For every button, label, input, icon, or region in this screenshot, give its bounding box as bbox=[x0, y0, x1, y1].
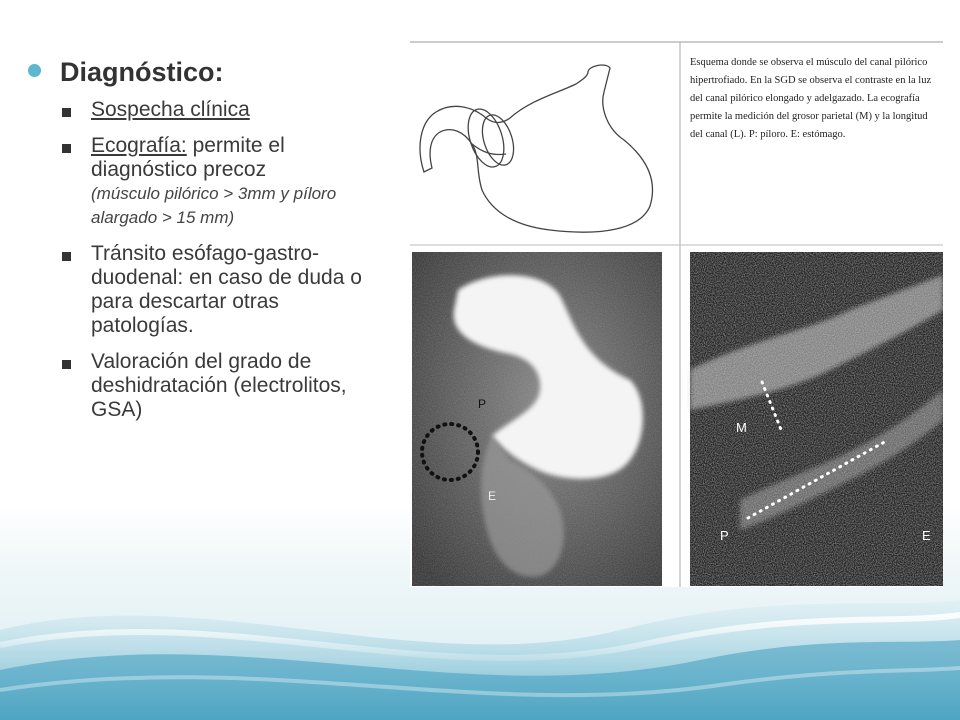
bullet-underlined-text: Ecografía: bbox=[91, 134, 187, 157]
ultrasound-image bbox=[690, 252, 943, 586]
slide-heading: Diagnóstico: bbox=[60, 57, 224, 87]
bullet-text: permite el diagnóstico precoz bbox=[91, 134, 285, 181]
bullet-text: Tránsito esófago-gastro-duodenal: en caso de duda o para descartar otras patologías. bbox=[91, 242, 362, 337]
stomach-diagram bbox=[420, 65, 652, 232]
square-bullet-icon bbox=[62, 144, 71, 153]
list-item bbox=[20, 98, 400, 122]
xray-image bbox=[412, 252, 662, 586]
heading-row bbox=[20, 50, 400, 94]
list-item bbox=[20, 350, 400, 422]
bullet-dot-icon bbox=[28, 64, 41, 77]
bullet-list bbox=[20, 98, 400, 422]
slide-content bbox=[20, 50, 400, 434]
medical-figure bbox=[410, 40, 943, 587]
square-bullet-icon bbox=[62, 108, 71, 117]
bullet-note: (músculo pilórico > 3mm y píloro alargado > 15 mm) bbox=[91, 184, 337, 227]
list-item bbox=[20, 242, 400, 338]
bullet-underlined-text: Sospecha clínica bbox=[91, 98, 250, 121]
bullet-text: Valoración del grado de deshidratación (electrolitos, GSA) bbox=[91, 350, 347, 421]
xray-label-p: P bbox=[478, 397, 487, 411]
us-label-m: M bbox=[736, 420, 747, 435]
xray-label-e: E bbox=[488, 489, 497, 503]
square-bullet-icon bbox=[62, 360, 71, 369]
us-label-p: P bbox=[720, 528, 729, 543]
square-bullet-icon bbox=[62, 252, 71, 261]
figure-caption: Esquema donde se observa el músculo del canal pilórico hipertrofiado. En la SGD se observa el contraste en la luz del canal pilórico elongado y adelgazado. La ecografía permite la medición del grosor parietal (M) y la longitud del canal (L). P: píloro. E: estómago. bbox=[690, 57, 932, 140]
us-label-e: E bbox=[922, 528, 931, 543]
list-item bbox=[20, 134, 400, 230]
